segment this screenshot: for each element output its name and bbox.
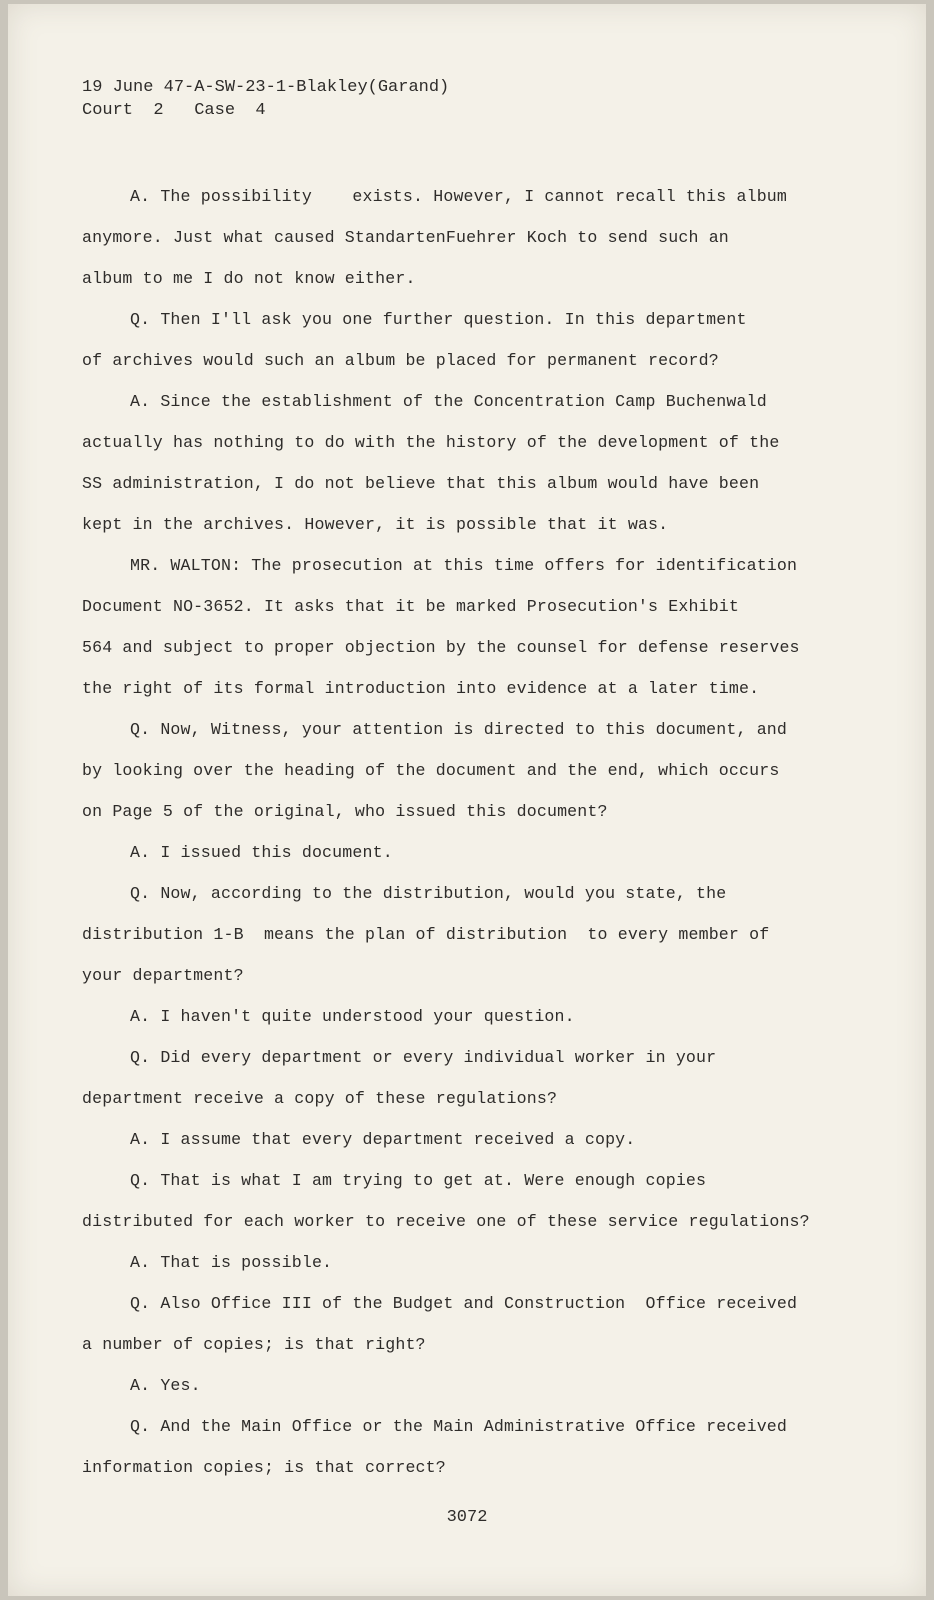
text-line: distribution 1-B means the plan of distribution to every member of <box>82 925 770 944</box>
page-number: 3072 <box>446 1508 488 1527</box>
text-line: A. The possibility exists. However, I cannot recall this album <box>130 187 788 206</box>
text-line: Q. Did every department or every individual worker in your <box>130 1048 717 1067</box>
text-line: of archives would such an album be placed for permanent record? <box>82 351 719 370</box>
text-line: 564 and subject to proper objection by the counsel for defense reserves <box>82 638 800 657</box>
text-line: A. That is possible. <box>130 1253 333 1272</box>
header-line-1: 19 June 47-A-SW-23-1-Blakley(Garand) <box>82 78 450 97</box>
transcript-body <box>82 176 842 1488</box>
text-line: Q. Now, Witness, your attention is directed to this document, and <box>130 720 788 739</box>
text-line: Q. Then I'll ask you one further question. In this department <box>130 310 747 329</box>
document-header <box>82 76 449 122</box>
text-line: the right of its formal introduction into evidence at a later time. <box>82 679 760 698</box>
text-line: Q. And the Main Office or the Main Administrative Office received <box>130 1417 788 1436</box>
text-line: Q. Also Office III of the Budget and Construction Office received <box>130 1294 798 1313</box>
text-line: A. I assume that every department received a copy. <box>130 1130 636 1149</box>
text-line: a number of copies; is that right? <box>82 1335 426 1354</box>
text-line: MR. WALTON: The prosecution at this time offers for identification <box>130 556 798 575</box>
text-line: SS administration, I do not believe that this album would have been <box>82 474 760 493</box>
text-line: A. I issued this document. <box>130 843 393 862</box>
text-line: A. Since the establishment of the Concentration Camp Buchenwald <box>130 392 767 411</box>
text-line: your department? <box>82 966 244 985</box>
text-line: A. I haven't quite understood your question. <box>130 1007 575 1026</box>
text-line: Q. Now, according to the distribution, would you state, the <box>130 884 727 903</box>
text-line: A. Yes. <box>130 1376 201 1395</box>
text-line: Q. That is what I am trying to get at. Were enough copies <box>130 1171 707 1190</box>
text-line: on Page 5 of the original, who issued this document? <box>82 802 608 821</box>
text-line: album to me I do not know either. <box>82 269 416 288</box>
text-line: information copies; is that correct? <box>82 1458 446 1477</box>
text-line: kept in the archives. However, it is possible that it was. <box>82 515 669 534</box>
document-page <box>8 4 926 1596</box>
text-line: department receive a copy of these regulations? <box>82 1089 558 1108</box>
text-line: by looking over the heading of the document and the end, which occurs <box>82 761 780 780</box>
text-line: actually has nothing to do with the history of the development of the <box>82 433 780 452</box>
text-line: anymore. Just what caused StandartenFuehrer Koch to send such an <box>82 228 729 247</box>
header-line-2: Court 2 Case 4 <box>82 101 266 120</box>
text-line: distributed for each worker to receive one of these service regulations? <box>82 1212 810 1231</box>
text-line: Document NO-3652. It asks that it be marked Prosecution's Exhibit <box>82 597 740 616</box>
